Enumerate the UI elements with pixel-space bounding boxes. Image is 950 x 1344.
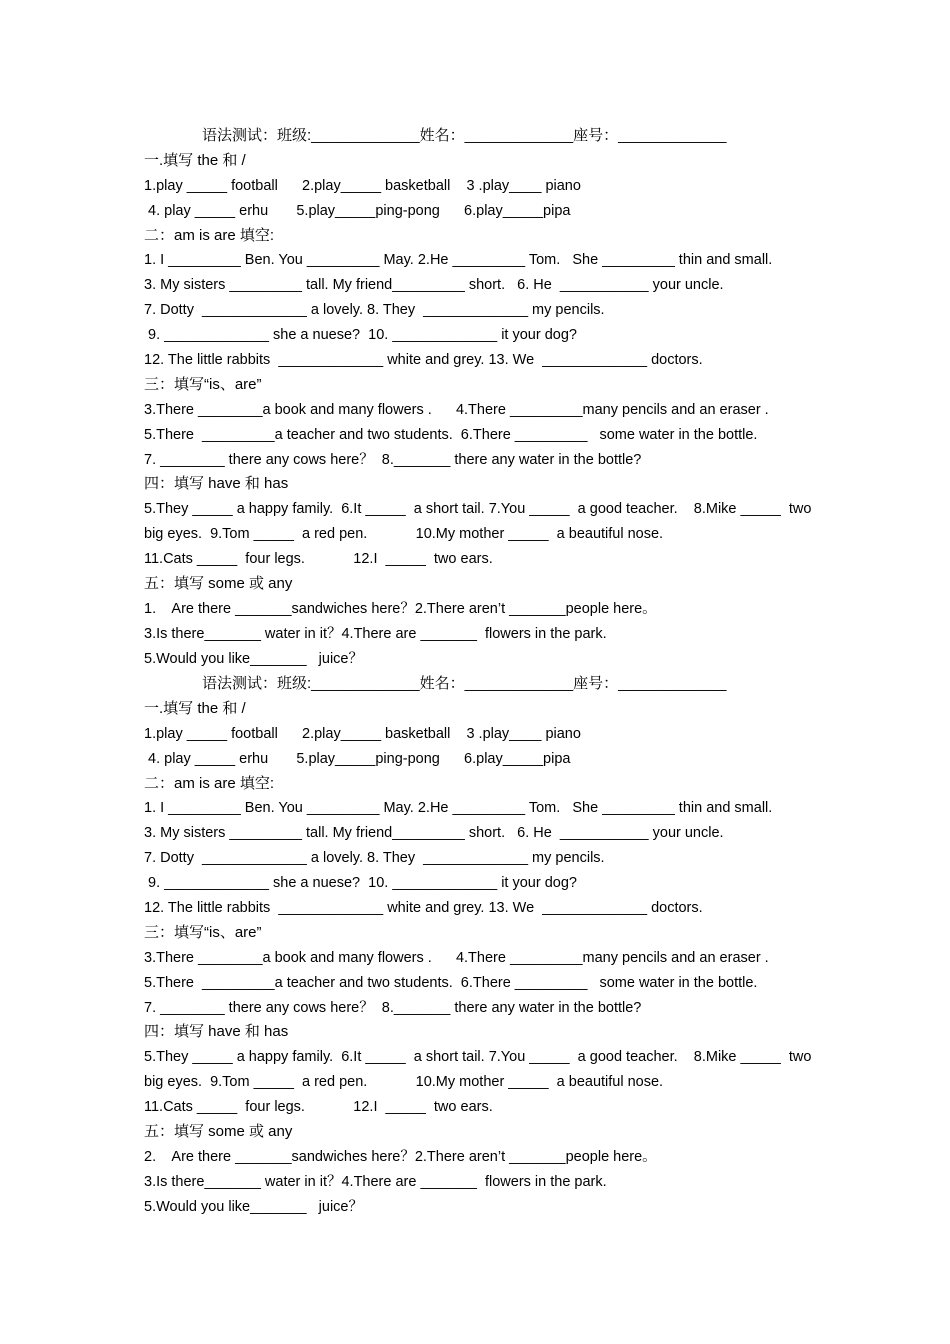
exercise-line: 3.There ________a book and many flowers . 4.There _________many pencils and an eraser . bbox=[144, 401, 769, 418]
section-heading: 三：填写“is、are” bbox=[144, 375, 262, 393]
exercise-line: 4. play _____ erhu 5.play_____ping-pong 6.play_____pipa bbox=[144, 202, 571, 219]
exercise-line: 5.There _________a teacher and two students. 6.There _________ some water in the bottle. bbox=[144, 426, 758, 443]
exercise-line: 2. Are there _______sandwiches here？2.There aren’t _______people here。 bbox=[144, 1148, 657, 1165]
worksheet-title: 语法测试：班级:_____________姓名：_____________座号：_____________ bbox=[202, 127, 727, 144]
exercise-line: 11.Cats _____ four legs. 12.I _____ two ears. bbox=[144, 551, 493, 568]
section-heading: 三：填写“is、are” bbox=[144, 923, 262, 941]
exercise-line: 5.There _________a teacher and two students. 6.There _________ some water in the bottle. bbox=[144, 974, 758, 991]
section-heading: 五：填写 some 或 any bbox=[144, 575, 293, 593]
exercise-line: 5.They _____ a happy family. 6.It _____ a short tail. 7.You _____ a good teacher. 8.Mike _____ two bbox=[144, 1049, 812, 1066]
section-heading: 一.填写 the 和 / bbox=[144, 151, 246, 169]
exercise-line: 7. ________ there any cows here？ 8._______ there any water in the bottle? bbox=[144, 999, 642, 1016]
exercise-line: 3.Is there_______ water in it？4.There are _______ flowers in the park. bbox=[144, 625, 607, 642]
exercise-line: 5.Would you like_______ juice？ bbox=[144, 650, 363, 667]
section-heading: 五：填写 some 或 any bbox=[144, 1123, 293, 1141]
section-heading: 二：am is are 填空: bbox=[144, 774, 275, 792]
exercise-line: 5.They _____ a happy family. 6.It _____ a short tail. 7.You _____ a good teacher. 8.Mike _____ two bbox=[144, 501, 812, 518]
exercise-line: 1. I _________ Ben. You _________ May. 2.He _________ Tom. She _________ thin and small. bbox=[144, 252, 773, 269]
exercise-line: 3. My sisters _________ tall. My friend_________ short. 6. He ___________ your uncle. bbox=[144, 277, 724, 294]
exercise-line: big eyes. 9.Tom _____ a red pen. 10.My mother _____ a beautiful nose. bbox=[144, 1074, 664, 1091]
section-heading: 四：填写 have 和 has bbox=[144, 475, 289, 493]
exercise-line: 1. Are there _______sandwiches here？2.There aren’t _______people here。 bbox=[144, 600, 657, 617]
exercise-line: 9. _____________ she a nuese? 10. _____________ it your dog? bbox=[144, 875, 577, 892]
exercise-line: 5.Would you like_______ juice？ bbox=[144, 1198, 363, 1215]
exercise-line: 4. play _____ erhu 5.play_____ping-pong 6.play_____pipa bbox=[144, 750, 571, 767]
worksheet-1 bbox=[144, 124, 824, 672]
exercise-line: 7. ________ there any cows here？ 8._______ there any water in the bottle? bbox=[144, 451, 642, 468]
exercise-line: 12. The little rabbits _____________ white and grey. 13. We _____________ doctors. bbox=[144, 900, 703, 917]
worksheet-title: 语法测试：班级:_____________姓名：_____________座号：_____________ bbox=[202, 675, 727, 692]
exercise-line: 7. Dotty _____________ a lovely. 8. They _____________ my pencils. bbox=[144, 302, 605, 319]
exercise-line: 3. My sisters _________ tall. My friend_________ short. 6. He ___________ your uncle. bbox=[144, 825, 724, 842]
section-heading: 一.填写 the 和 / bbox=[144, 699, 246, 717]
exercise-line: 11.Cats _____ four legs. 12.I _____ two ears. bbox=[144, 1099, 493, 1116]
worksheet-2 bbox=[144, 672, 824, 1220]
section-heading: 四：填写 have 和 has bbox=[144, 1023, 289, 1041]
exercise-line: 1.play _____ football 2.play_____ basketball 3 .play____ piano bbox=[144, 177, 581, 194]
exercise-line: big eyes. 9.Tom _____ a red pen. 10.My mother _____ a beautiful nose. bbox=[144, 526, 664, 543]
exercise-line: 7. Dotty _____________ a lovely. 8. They _____________ my pencils. bbox=[144, 850, 605, 867]
exercise-line: 12. The little rabbits _____________ white and grey. 13. We _____________ doctors. bbox=[144, 352, 703, 369]
exercise-line: 3.Is there_______ water in it？4.There are _______ flowers in the park. bbox=[144, 1173, 607, 1190]
exercise-line: 9. _____________ she a nuese? 10. _____________ it your dog? bbox=[144, 327, 577, 344]
exercise-line: 3.There ________a book and many flowers . 4.There _________many pencils and an eraser . bbox=[144, 949, 769, 966]
section-heading: 二：am is are 填空: bbox=[144, 226, 275, 244]
exercise-line: 1.play _____ football 2.play_____ basketball 3 .play____ piano bbox=[144, 725, 581, 742]
exercise-line: 1. I _________ Ben. You _________ May. 2.He _________ Tom. She _________ thin and small. bbox=[144, 800, 773, 817]
